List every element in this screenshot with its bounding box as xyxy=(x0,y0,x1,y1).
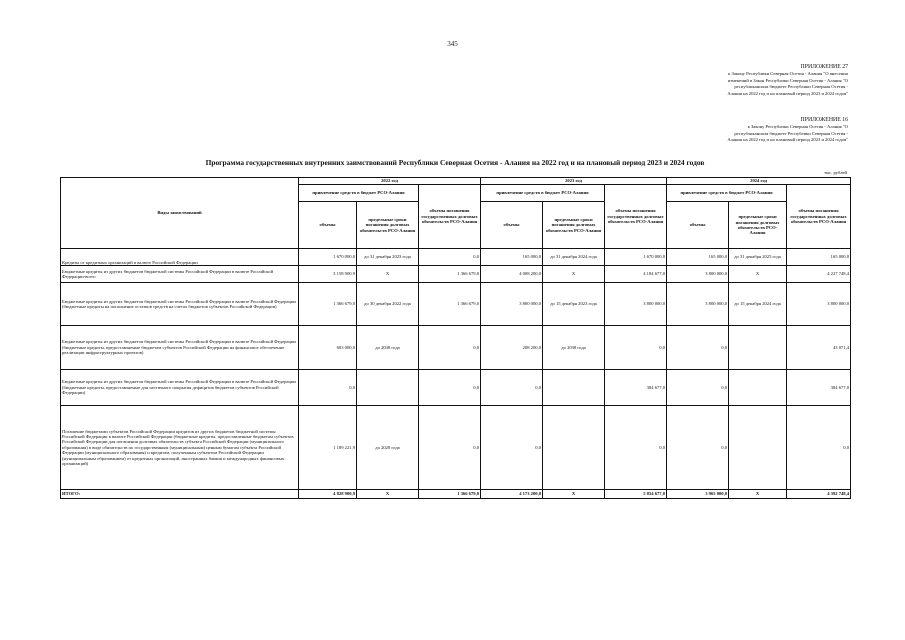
cell-term-2023: до 2038 года xyxy=(543,326,605,370)
cell-volume-2022: 1 189 221,9 xyxy=(299,406,357,490)
header-2024-term: предельные сроки погашения долговых обязательств РСО-Алания xyxy=(729,202,787,249)
cell-term-2024: до 15 декабря 2024 года xyxy=(729,283,787,326)
cell-term-2022: до 2038 года xyxy=(357,326,419,370)
cell-volume-2022: 1 366 679,0 xyxy=(299,283,357,326)
total-repay-2023: 5 854 677,0 xyxy=(605,490,667,499)
header-2023-repayment: объемы погашения государственных долговых обязательств РСО-Алания xyxy=(605,185,667,249)
appendix-16-line: республиканском бюджете Республики Северная Осетия - xyxy=(734,130,848,136)
header-2022-volume: объемы xyxy=(299,202,357,249)
total-label: ИТОГО: xyxy=(61,490,299,499)
borrowing-program-table xyxy=(60,177,851,499)
appendix-27-line: к Закону Республики Северная Осетия - Алания "О внесении xyxy=(728,71,848,77)
cell-volume-2022: 603 000,0 xyxy=(299,326,357,370)
cell-volume-2022: 3 158 900,9 xyxy=(299,266,357,283)
cell-term-2024: до 31 декабря 2025 года xyxy=(729,249,787,266)
row-name: Бюджетные кредиты из других бюджетов бюджетной системы Российской Федерации в валюте Российской Федерации (бюджетные кредиты, предоставляемые для частичного покрытия дефицитов бюджетов субъектов Российской Федерации) xyxy=(61,370,299,406)
document-title: Программа государственных внутренних заимствований Республики Северная Осетия - Алания на 2022 год и на плановый период 2023 и 2024 годов xyxy=(205,158,705,167)
cell-volume-2023: 0,0 xyxy=(481,406,543,490)
header-2022-term: предельные сроки погашения долговых обязательств РСО-Алания xyxy=(357,202,419,249)
total-volume-2022: 4 828 900,9 xyxy=(299,490,357,499)
cell-volume-2023: 165 000,0 xyxy=(481,249,543,266)
cell-term-2023 xyxy=(543,370,605,406)
header-year-2024: 2024 год xyxy=(667,178,851,185)
cell-repay-2023: 4 184 677,0 xyxy=(605,266,667,283)
appendix-16-line: Алания на 2022 год и на плановый период 2023 и 2024 годов" xyxy=(727,137,848,143)
cell-repay-2023: 3 800 000,0 xyxy=(605,283,667,326)
row-name: Кредиты от кредитных организаций в валюте Российской Федерации xyxy=(61,249,299,266)
row-name: Погашение бюджетами субъектов Российской Федерации кредитов из других бюджетов бюджетной системы Российской Федерации в валюте Российской Федерации (бюджетные кредиты, предоставленные бюджетам субъектов Российской Федерации для погашения долговых обязательств субъекта Российской Федерации (муниципального образования) в виде обязательств по государственным (муниципальным) ценным бумагам субъекта Российской Федерации (муниципального образования) и кредитам, полученным субъектом Российской Федерации (муниципальным образованием) от кредитных организаций, иностранных банков и международных финансовых организаций) xyxy=(61,406,299,490)
row-name: Бюджетные кредиты из других бюджетов бюджетной системы Российской Федерации в валюте Российской Федерации (бюджетные кредиты на пополнение остатков средств на счетах бюджетов субъектов Российской Федерации) xyxy=(61,283,299,326)
cell-repay-2023: 1 670 000,0 xyxy=(605,249,667,266)
header-year-2023: 2023 год xyxy=(481,178,667,185)
cell-volume-2024: 3 800 000,0 xyxy=(667,266,729,283)
cell-term-2024: X xyxy=(729,266,787,283)
cell-volume-2024: 0,0 xyxy=(667,326,729,370)
table-row xyxy=(61,283,851,326)
header-2023-volume: объемы xyxy=(481,202,543,249)
cell-repay-2022: 1 366 679,0 xyxy=(419,266,481,283)
cell-repay-2023: 0,0 xyxy=(605,326,667,370)
cell-term-2022: до 31 декабря 2023 года xyxy=(357,249,419,266)
total-volume-2023: 4 173 200,0 xyxy=(481,490,543,499)
cell-volume-2023: 0,0 xyxy=(481,370,543,406)
cell-term-2024 xyxy=(729,326,787,370)
table-row xyxy=(61,266,851,283)
cell-repay-2024: 384 677,0 xyxy=(787,370,851,406)
total-row xyxy=(61,490,851,499)
total-repay-2022: 1 366 679,0 xyxy=(419,490,481,499)
cell-term-2023: X xyxy=(543,266,605,283)
total-term-2023: X xyxy=(543,490,605,499)
header-2023-attraction: привлечение средств в бюджет РСО-Алания xyxy=(481,185,605,202)
row-name: Бюджетные кредиты из других бюджетов бюджетной системы Российской Федерации в валюте Российской Федерации-всего xyxy=(61,266,299,283)
row-name: Бюджетные кредиты из других бюджетов бюджетной системы Российской Федерации в валюте Российской Федерации (бюджетные кредиты, предоставляемые бюджетам субъектов Российской Федерации на финансовое обеспечение реализации инфраструктурных проектов) xyxy=(61,326,299,370)
cell-term-2023: до 15 декабря 2023 года xyxy=(543,283,605,326)
header-2024-attraction: привлечение средств в бюджет РСО-Алания xyxy=(667,185,787,202)
cell-term-2023 xyxy=(543,406,605,490)
cell-repay-2024: 165 000,0 xyxy=(787,249,851,266)
cell-repay-2024: 4 227 748,4 xyxy=(787,266,851,283)
table-row xyxy=(61,249,851,266)
cell-repay-2022: 0,0 xyxy=(419,406,481,490)
cell-volume-2023: 4 008 200,0 xyxy=(481,266,543,283)
cell-volume-2022: 0,0 xyxy=(299,370,357,406)
cell-term-2024 xyxy=(729,406,787,490)
header-2024-volume: объемы xyxy=(667,202,729,249)
header-2022-attraction: привлечение средств в бюджет РСО-Алания xyxy=(299,185,419,202)
header-2024-repayment: объемы погашения государственных долговых обязательств РСО-Алания xyxy=(787,185,851,249)
cell-repay-2022: 0,0 xyxy=(419,370,481,406)
cell-volume-2023: 3 800 000,0 xyxy=(481,283,543,326)
cell-repay-2023: 384 677,0 xyxy=(605,370,667,406)
appendix-16-block xyxy=(658,117,848,144)
total-repay-2024: 4 392 748,4 xyxy=(787,490,851,499)
appendix-16-heading: ПРИЛОЖЕНИЕ 16 xyxy=(800,117,848,123)
cell-volume-2024: 0,0 xyxy=(667,406,729,490)
appendix-27-line: республиканском бюджете Республики Северная Осетия - xyxy=(734,84,848,90)
cell-repay-2024: 43 071,4 xyxy=(787,326,851,370)
cell-volume-2024: 0,0 xyxy=(667,370,729,406)
total-term-2024: X xyxy=(729,490,787,499)
cell-repay-2022: 0,0 xyxy=(419,249,481,266)
cell-repay-2024: 3 800 000,0 xyxy=(787,283,851,326)
cell-volume-2022: 1 670 000,0 xyxy=(299,249,357,266)
table-row xyxy=(61,406,851,490)
header-2022-repayment: объемы погашения государственных долговых обязательств РСО-Алания xyxy=(419,185,481,249)
cell-repay-2023: 0,0 xyxy=(605,406,667,490)
total-term-2022: X xyxy=(357,490,419,499)
cell-volume-2023: 208 200,0 xyxy=(481,326,543,370)
cell-repay-2024: 0,0 xyxy=(787,406,851,490)
cell-term-2022: до 2028 года xyxy=(357,406,419,490)
cell-repay-2022: 1 366 679,0 xyxy=(419,283,481,326)
units-label: тыс. рублей xyxy=(824,170,847,175)
cell-term-2024 xyxy=(729,370,787,406)
table-row xyxy=(61,326,851,370)
cell-term-2022: X xyxy=(357,266,419,283)
total-volume-2024: 3 965 000,0 xyxy=(667,490,729,499)
appendix-27-line: Алания на 2022 год и на плановый период 2023 и 2024 годов" xyxy=(727,90,848,96)
header-borrowing-type: Виды заимствований xyxy=(61,178,299,249)
appendix-27-heading: ПРИЛОЖЕНИЕ 27 xyxy=(800,64,848,70)
cell-volume-2024: 165 000,0 xyxy=(667,249,729,266)
appendix-16-line: к Закону Республики Северная Осетия - Алания "О xyxy=(747,124,848,130)
cell-term-2022 xyxy=(357,370,419,406)
cell-term-2022: до 30 декабря 2022 года xyxy=(357,283,419,326)
table-row xyxy=(61,370,851,406)
cell-volume-2024: 3 800 000,0 xyxy=(667,283,729,326)
cell-repay-2022: 0,0 xyxy=(419,326,481,370)
appendix-27-line: изменений в Закон Республики Северная Осетия - Алания "О xyxy=(727,77,848,83)
appendix-27-block xyxy=(658,64,848,97)
page-number: 345 xyxy=(447,40,458,48)
cell-term-2023: до 31 декабря 2024 года xyxy=(543,249,605,266)
header-year-2022: 2022 год xyxy=(299,178,481,185)
header-2023-term: предельные сроки погашения долговых обязательств РСО-Алания xyxy=(543,202,605,249)
